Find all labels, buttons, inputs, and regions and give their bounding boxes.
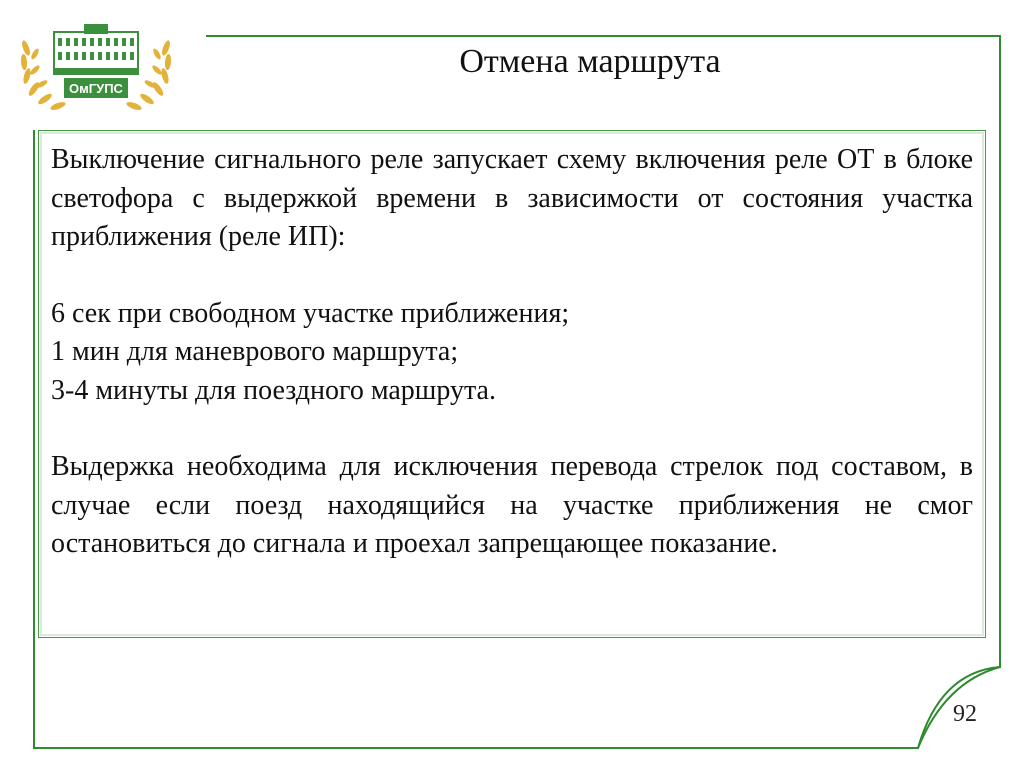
university-logo	[18, 18, 174, 118]
intro-paragraph: Выключение сигнального реле запускает схему включения реле ОТ в блоке светофора с выдержкой времени в зависимости от состояния участка приближения (реле ИП):	[51, 144, 973, 252]
list-item: 3-4 минуты для поездного маршрута.	[51, 374, 496, 406]
explanation-paragraph: Выдержка необходима для исключения перевода стрелок под составом, в случае если поезд находящийся на участке приближения не смог остановиться до сигнала и проехал запрещающее показание.	[51, 451, 973, 559]
paragraph-gap	[51, 410, 973, 448]
paragraph-gap	[51, 257, 973, 295]
content-box	[38, 130, 986, 638]
omgups-emblem-icon	[18, 18, 174, 118]
logo-text: ОмГУПС	[69, 81, 123, 96]
page-number: 92	[953, 701, 977, 727]
slide-title: Отмена маршрута	[459, 43, 721, 80]
list-item: 6 сек при свободном участке приближения;	[51, 297, 570, 329]
list-item: 1 мин для маневрового маршрута;	[51, 336, 459, 367]
